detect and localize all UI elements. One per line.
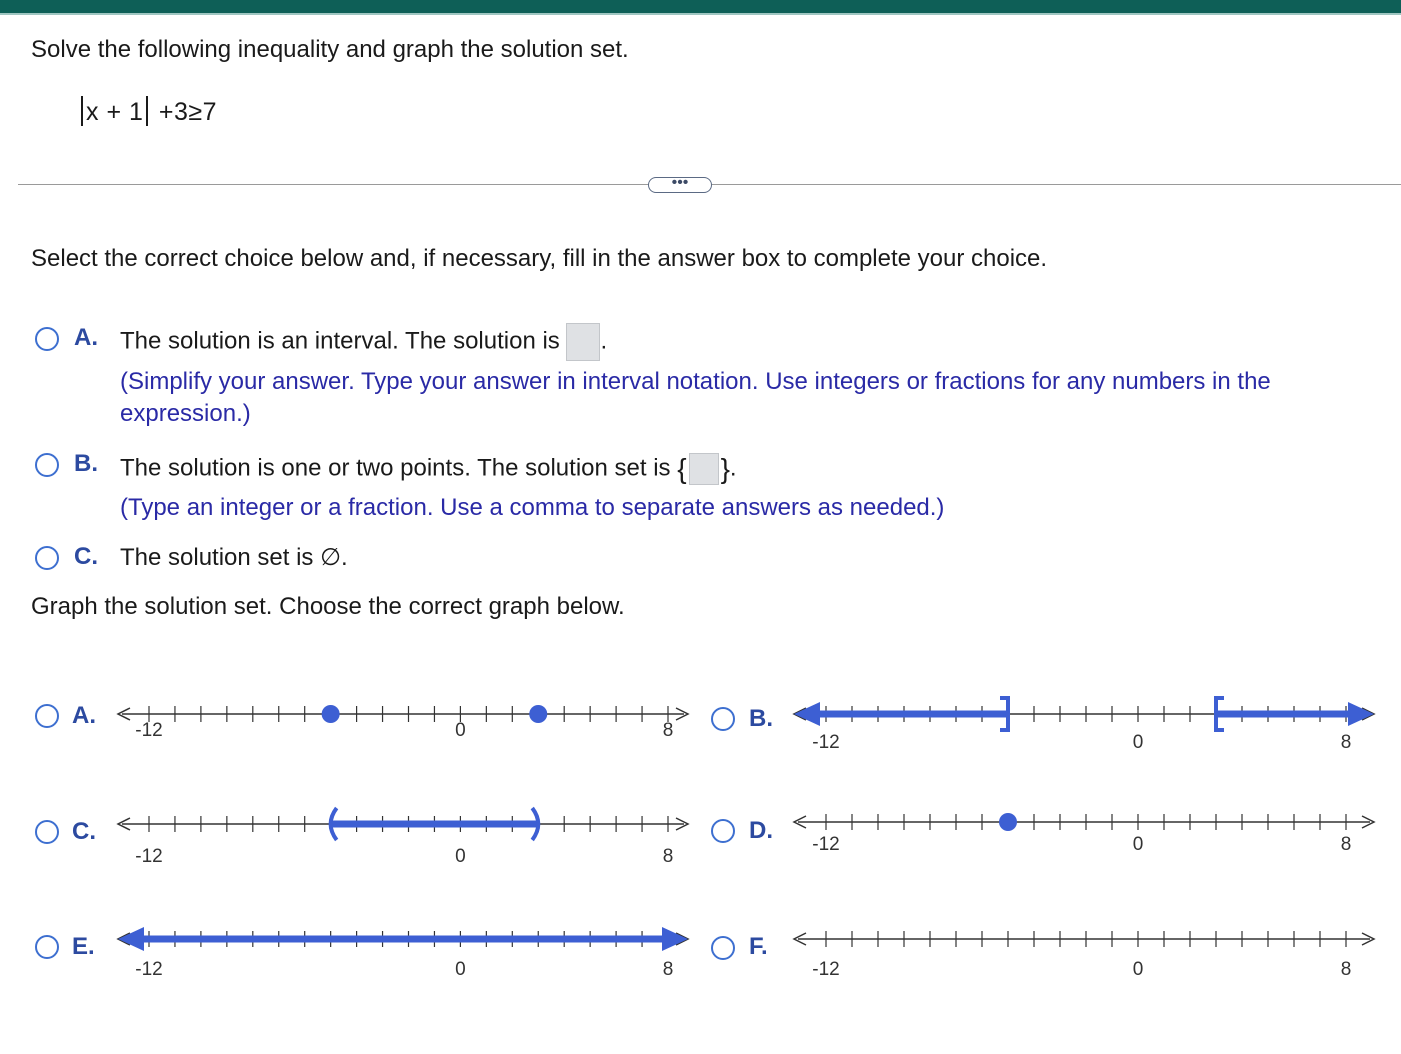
tick-label-min: -12 [812, 732, 840, 753]
solution-point [999, 813, 1017, 831]
expr-inner-const: 1 [129, 98, 144, 126]
choice-c-letter: C. [74, 543, 98, 570]
expr-rhs: 7 [202, 98, 218, 126]
tick-label-max: 8 [662, 720, 674, 741]
tick-label-max: 8 [1340, 732, 1352, 753]
choice-b-brace-open: { [677, 453, 687, 484]
graph-prompt: Graph the solution set. Choose the correct graph below. [31, 593, 625, 620]
choice-a-answer-box[interactable] [566, 323, 600, 361]
choice-b-radio[interactable] [35, 453, 59, 477]
choice-a-hint-line1: (Simplify your answer. Type your answer in interval notation. Use integers or fractions for any numbers in the [120, 368, 1271, 395]
graph-b-number-line [790, 690, 1380, 760]
tick-label-zero: 0 [455, 846, 466, 867]
choice-a-letter: A. [74, 324, 98, 351]
graph-d-number-line [790, 800, 1380, 860]
solution-arrow-right [1348, 702, 1374, 726]
graph-a-letter: A. [72, 702, 96, 729]
more-options-button[interactable]: ••• [648, 177, 712, 193]
solution-arrow-right [662, 927, 688, 951]
graph-b-letter: B. [749, 705, 773, 732]
graph-e-radio[interactable] [35, 935, 59, 959]
graph-f-number-line [790, 915, 1380, 985]
graph-c-number-line [116, 800, 696, 870]
choice-b-text: The solution is one or two points. The solution set is [120, 454, 671, 482]
solution-point [529, 705, 547, 723]
solution-arrow-left [118, 927, 144, 951]
tick-label-zero: 0 [1132, 959, 1144, 980]
tick-label-zero: 0 [1132, 834, 1144, 855]
choice-b-text-line [120, 453, 737, 485]
choice-a-radio[interactable] [35, 327, 59, 351]
tick-label-min: -12 [135, 846, 163, 867]
choice-a-hint-line2: expression.) [120, 400, 251, 427]
graph-e-letter: E. [72, 933, 95, 960]
solution-point [322, 705, 340, 723]
graph-e-number-line [116, 915, 696, 985]
choice-a-suffix: . [600, 327, 608, 355]
tick-label-max: 8 [662, 846, 674, 867]
graph-a-number-line [116, 690, 696, 750]
choice-b-hint: (Type an integer or a fraction. Use a comma to separate answers as needed.) [120, 494, 945, 521]
choice-c-radio[interactable] [35, 546, 59, 570]
solution-arrow-left [794, 702, 820, 726]
graph-d-radio[interactable] [711, 819, 735, 843]
tick-label-max: 8 [662, 959, 674, 980]
top-bar [0, 0, 1401, 13]
tick-label-max: 8 [1340, 959, 1352, 980]
abs-bar-left [81, 96, 83, 126]
expr-op: + [158, 98, 174, 126]
question-prompt: Solve the following inequality and graph the solution set. [31, 36, 629, 63]
top-bar-accent-line [0, 13, 1401, 15]
expr-var: x [86, 98, 99, 126]
instruction-text: Select the correct choice below and, if necessary, fill in the answer box to complete your choice. [31, 245, 1048, 272]
choice-b-suffix: . [729, 454, 737, 482]
abs-bar-right [146, 96, 148, 126]
graph-c-letter: C. [72, 818, 96, 845]
choice-b-answer-box[interactable] [689, 453, 719, 485]
choice-b-brace-close: } [720, 453, 730, 484]
tick-label-zero: 0 [455, 959, 466, 980]
graph-b-radio[interactable] [711, 707, 735, 731]
choice-a-text: The solution is an interval. The solution is [120, 327, 560, 355]
expr-inner-op: + [106, 98, 122, 126]
choice-b-letter: B. [74, 450, 98, 477]
graph-f-letter: F. [749, 933, 768, 960]
choice-a-text-line [120, 323, 607, 361]
tick-label-min: -12 [135, 959, 163, 980]
graph-c-radio[interactable] [35, 820, 59, 844]
inequality-expression [78, 96, 217, 127]
graph-f-radio[interactable] [711, 936, 735, 960]
expr-relation: ≥ [188, 98, 203, 126]
graph-d-letter: D. [749, 817, 773, 844]
expr-const: 3 [173, 98, 189, 126]
tick-label-zero: 0 [455, 720, 466, 741]
graph-a-radio[interactable] [35, 704, 59, 728]
tick-label-min: -12 [812, 834, 840, 855]
tick-label-min: -12 [812, 959, 840, 980]
tick-label-zero: 0 [1132, 732, 1144, 753]
choice-c-text: The solution set is ∅. [120, 544, 348, 571]
tick-label-max: 8 [1340, 834, 1352, 855]
tick-label-min: -12 [135, 720, 163, 741]
